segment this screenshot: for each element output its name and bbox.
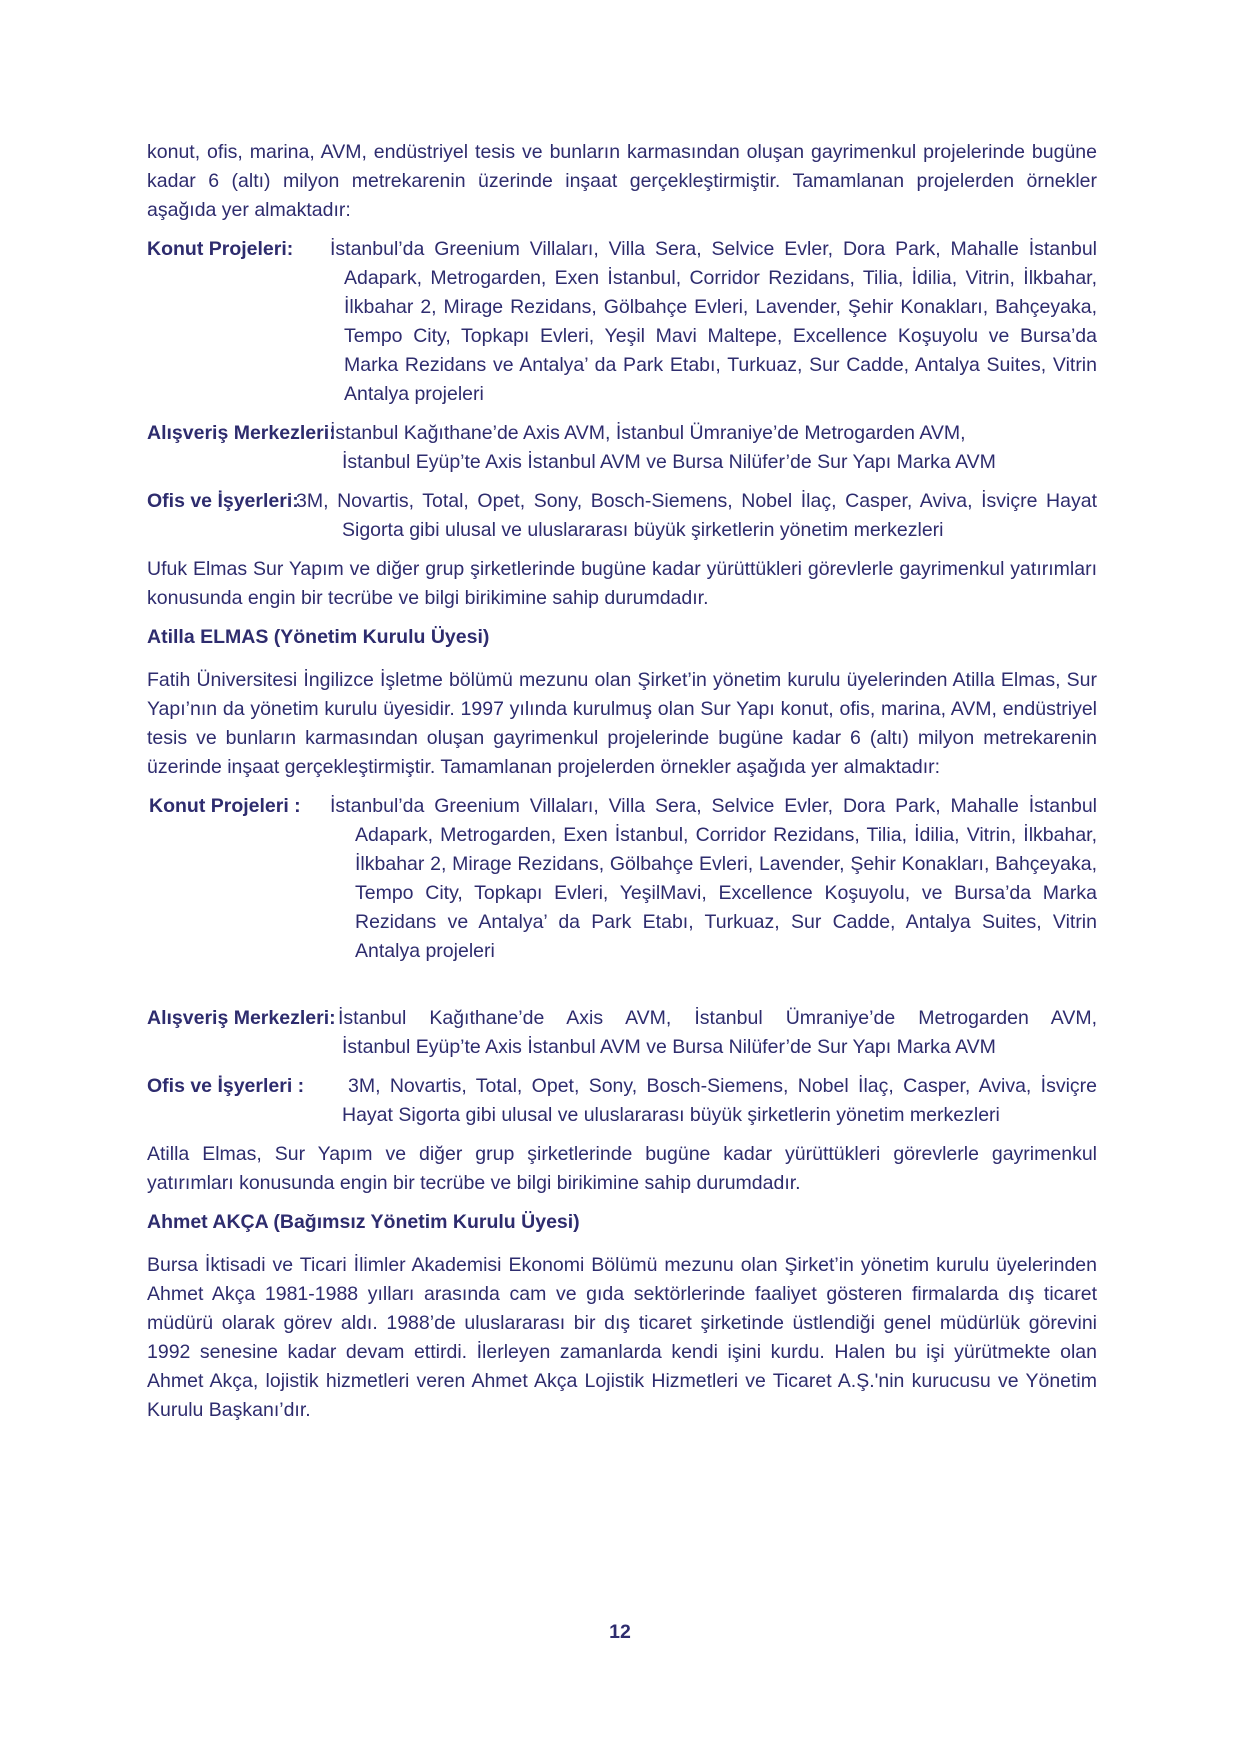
intro-paragraph: konut, ofis, marina, AVM, endüstriyel tesis ve bunların karmasından oluşan gayrimenkul projelerinde bugüne kadar 6 (altı) milyon metrekarenin üzerinde inşaat gerçekleştirmiştir. Tamamlanan projelerden örnekler aşağıda yer almaktadır: — [147, 141, 1097, 221]
ahmet-heading: Ahmet AKÇA (Bağımsız Yönetim Kurulu Üyesi) — [147, 1211, 580, 1233]
section-spacer — [147, 976, 1097, 1004]
avm-rest: İstanbul Eyüp’te Axis İstanbul AVM ve Bursa Nilüfer’de Sur Yapı Marka AVM — [342, 451, 996, 473]
atilla-konut-label: Konut Projeleri : — [149, 795, 301, 817]
ofis-label: Ofis ve İşyerleri: — [147, 490, 299, 512]
atilla-ofis-label: Ofis ve İşyerleri : — [147, 1075, 305, 1097]
document-body — [147, 138, 1097, 1435]
atilla-ofis-first-line: 3M, Novartis, Total, Opet, Sony, Bosch-Siemens, Nobel İlaç, Casper, Aviva, İsviçre — [348, 1075, 1097, 1097]
atilla-ofis-rest: Hayat Sigorta gibi ulusal ve uluslararası büyük şirketlerin yönetim merkezleri — [342, 1104, 1000, 1126]
konut-projects-entry — [147, 235, 1097, 409]
ahmet-paragraph: Bursa İktisadi ve Ticari İlimler Akademisi Ekonomi Bölümü mezunu olan Şirket’in yönetim kurulu üyelerinden Ahmet Akça 1981-1988 yılları arasında cam ve gıda sektörlerinde faaliyet gösteren firmalarda dış ticaret müdürü olarak görev aldı. 1988’de uluslararası bir dış ticaret şirketinde üstlendiği genel müdürlük görevini 1992 senesine kadar devam ettirdi. İlerleyen zamanlarda kendi işini kurdu. Halen bu işi yürütmekte olan Ahmet Akça, lojistik hizmetleri veren Ahmet Akça Lojistik Hizmetleri ve Ticaret A.Ş.'nin kurucusu ve Yönetim Kurulu Başkanı’dır. — [147, 1254, 1097, 1421]
atilla-heading: Atilla ELMAS (Yönetim Kurulu Üyesi) — [147, 626, 490, 648]
ofis-rest: Sigorta gibi ulusal ve uluslararası büyük şirketlerin yönetim merkezleri — [342, 519, 944, 541]
atilla-paragraph: Fatih Üniversitesi İngilizce İşletme bölümü mezunu olan Şirket’in yönetim kurulu üyelerinden Atilla Elmas, Sur Yapı’nın da yönetim kurulu üyesidir. 1997 yılında kurulmuş olan Sur Yapı konut, ofis, marina, AVM, endüstriyel tesis ve bunların karmasından oluşan gayrimenkul projelerinde bugüne kadar 6 (altı) milyon metrekarenin üzerinde inşaat gerçekleştirmiştir. Tamamlanan projelerden örnekler aşağıda yer almaktadır: — [147, 669, 1097, 778]
atilla-ofis-entry — [147, 1072, 1097, 1130]
avm-entry — [147, 419, 1097, 477]
atilla-konut-first-line: İstanbul’da Greenium Villaları, Villa Sera, Selvice Evler, Dora Park, Mahalle İstanbul — [330, 795, 1097, 817]
ofis-entry — [147, 487, 1097, 545]
page-number: 12 — [609, 1621, 631, 1643]
atilla-avm-label: Alışveriş Merkezleri: — [147, 1007, 336, 1029]
atilla-avm-rest: İstanbul Eyüp’te Axis İstanbul AVM ve Bursa Nilüfer’de Sur Yapı Marka AVM — [342, 1036, 996, 1058]
atilla-avm-first-line: İstanbul Kağıthane’de Axis AVM, İstanbul Ümraniye’de Metrogarden AVM, — [338, 1007, 1097, 1029]
ofis-first-line: 3M, Novartis, Total, Opet, Sony, Bosch-Siemens, Nobel İlaç, Casper, Aviva, İsviçre Hayat — [296, 490, 1097, 512]
avm-label: Alışveriş Merkezleri: — [147, 422, 336, 444]
atilla-closing: Atilla Elmas, Sur Yapım ve diğer grup şirketlerinde bugüne kadar yürüttükleri görevlerle gayrimenkul yatırımları konusunda engin bir tecrübe ve bilgi birikimine sahip durumdadır. — [147, 1143, 1097, 1194]
avm-first-line: İstanbul Kağıthane’de Axis AVM, İstanbul Ümraniye’de Metrogarden AVM, — [330, 422, 966, 444]
konut-projects-first-line: İstanbul’da Greenium Villaları, Villa Sera, Selvice Evler, Dora Park, Mahalle İstanbul — [330, 238, 1097, 260]
konut-projects-label: Konut Projeleri: — [147, 238, 294, 260]
atilla-konut-entry — [147, 792, 1097, 966]
konut-projects-rest: Adapark, Metrogarden, Exen İstanbul, Corridor Rezidans, Tilia, İdilia, Vitrin, İlkbahar, İlkbahar 2, Mirage Rezidans, Gölbahçe Evleri, Lavender, Şehir Konakları, Bahçeyaka, Tempo City, Topkapı Evleri, Yeşil Mavi Maltepe, Excellence Koşuyolu ve Bursa’da Marka Rezidans ve Antalya’ da Park Etabı, Turkuaz, Sur Cadde, Antalya Suites, Vitrin Antalya projeleri — [344, 267, 1097, 405]
atilla-konut-rest: Adapark, Metrogarden, Exen İstanbul, Corridor Rezidans, Tilia, İdilia, Vitrin, İlkbahar, İlkbahar 2, Mirage Rezidans, Gölbahçe Evleri, Lavender, Şehir Konakları, Bahçeyaka, Tempo City, Topkapı Evleri, YeşilMavi, Excellence Koşuyolu, ve Bursa’da Marka Rezidans ve Antalya’ da Park Etabı, Turkuaz, Sur Cadde, Antalya Suites, Vitrin Antalya projeleri — [355, 824, 1097, 962]
atilla-avm-entry — [147, 1004, 1097, 1062]
intro-closing: Ufuk Elmas Sur Yapım ve diğer grup şirketlerinde bugüne kadar yürüttükleri görevlerle gayrimenkul yatırımları konusunda engin bir tecrübe ve bilgi birikimine sahip durumdadır. — [147, 558, 1097, 609]
